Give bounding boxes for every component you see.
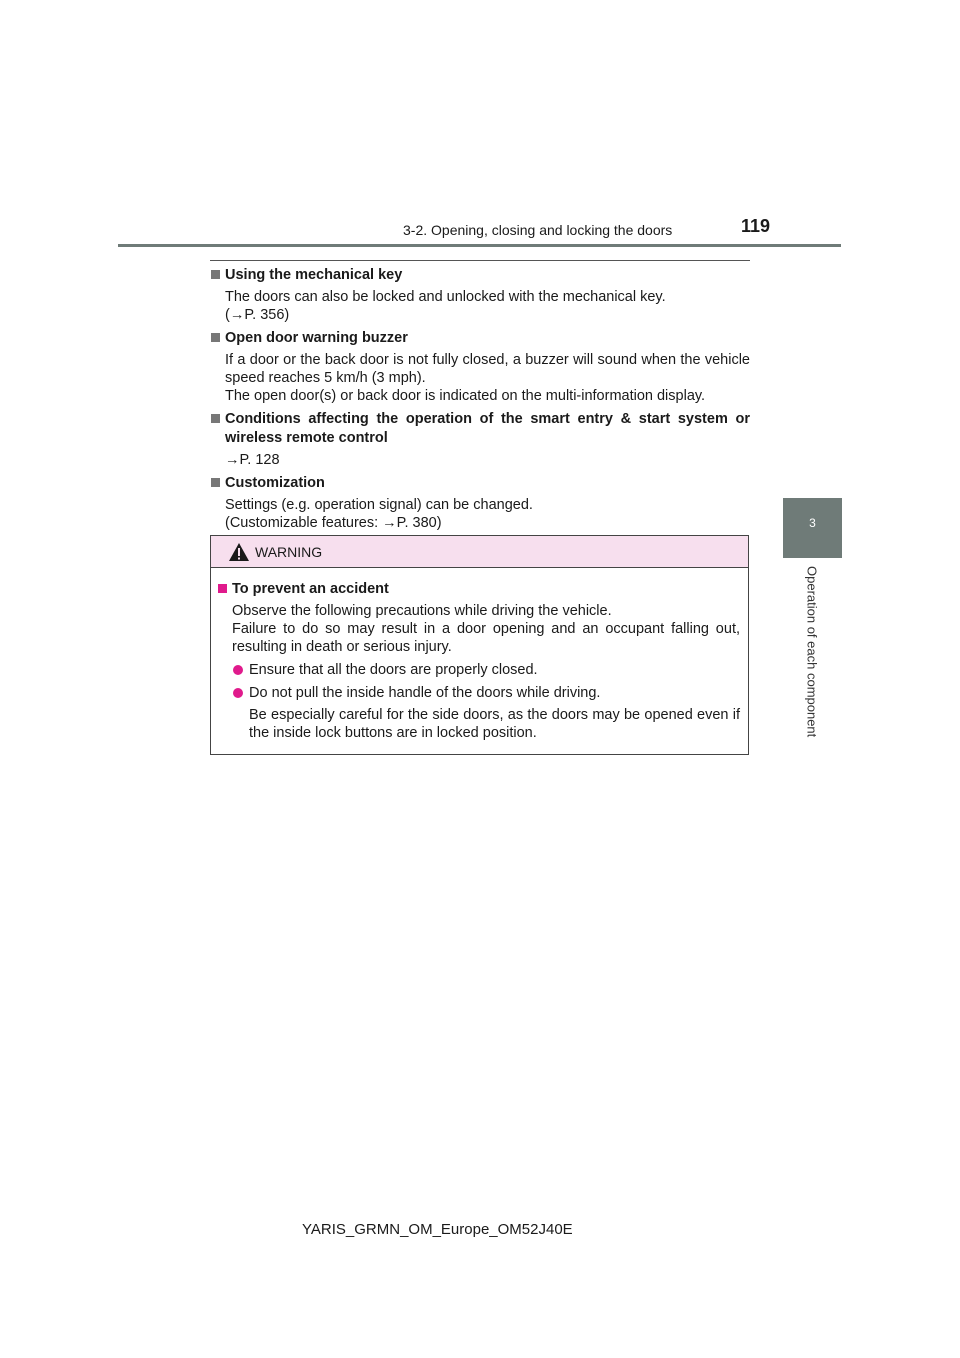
warning-header — [211, 536, 748, 568]
document-code: YARIS_GRMN_OM_Europe_OM52J40E — [302, 1221, 573, 1238]
paragraph: If a door or the back door is not fully closed, a buzzer will sound when the vehicle speed reaches 5 km/h (3 mph). The open door(s) or back door is indicated on the multi-information display. — [225, 352, 750, 404]
paragraph: The doors can also be locked and unlocked with the mechanical key. (→P. 356) — [225, 289, 666, 323]
warning-body — [211, 568, 748, 742]
warning-note: Be especially careful for the side doors, as the doors may be opened even if the inside lock buttons are in locked position. — [249, 707, 740, 741]
chapter-number: 3 — [809, 516, 816, 530]
warning-box — [210, 535, 749, 755]
section-header-title: 3-2. Opening, closing and locking the doors — [403, 222, 673, 238]
section-title: Using the mechanical key — [210, 266, 750, 285]
section-title: Open door warning buzzer — [210, 329, 750, 348]
square-bullet-icon — [211, 414, 220, 423]
circle-bullet-icon — [233, 665, 243, 675]
paragraph: Settings (e.g. operation signal) can be changed. (Customizable features: →P. 380) — [225, 497, 533, 531]
chapter-label: Operation of each component — [804, 566, 820, 738]
square-bullet-icon — [211, 333, 220, 342]
circle-bullet-icon — [233, 688, 243, 698]
page-number: 119 — [741, 216, 771, 236]
section-title: Customization — [210, 474, 750, 493]
content-rule — [210, 260, 750, 261]
warning-intro: Observe the following precautions while driving the vehicle. Failure to do so may result in a door opening and an occupant falling out, resulting in death or serious injury. — [232, 603, 740, 655]
square-bullet-icon — [211, 270, 220, 279]
section-conditions — [210, 410, 750, 469]
warning-title: To prevent an accident — [217, 580, 740, 599]
section-mechanical-key — [210, 266, 750, 324]
square-bullet-icon — [218, 584, 227, 593]
warning-triangle-icon — [228, 542, 250, 562]
content-body — [210, 266, 750, 537]
warning-bullet: Ensure that all the doors are properly closed. — [217, 661, 740, 679]
section-open-door-buzzer — [210, 329, 750, 405]
warning-bullet: Do not pull the inside handle of the doors while driving. — [217, 684, 740, 702]
section-title: Conditions affecting the operation of the smart entry & start system or wireless remote control — [210, 410, 750, 448]
square-bullet-icon — [211, 478, 220, 487]
section-customization — [210, 474, 750, 532]
header-rule — [118, 244, 841, 247]
warning-label: WARNING — [255, 544, 323, 560]
chapter-tab — [783, 498, 842, 558]
paragraph: →P. 128 — [225, 452, 280, 468]
